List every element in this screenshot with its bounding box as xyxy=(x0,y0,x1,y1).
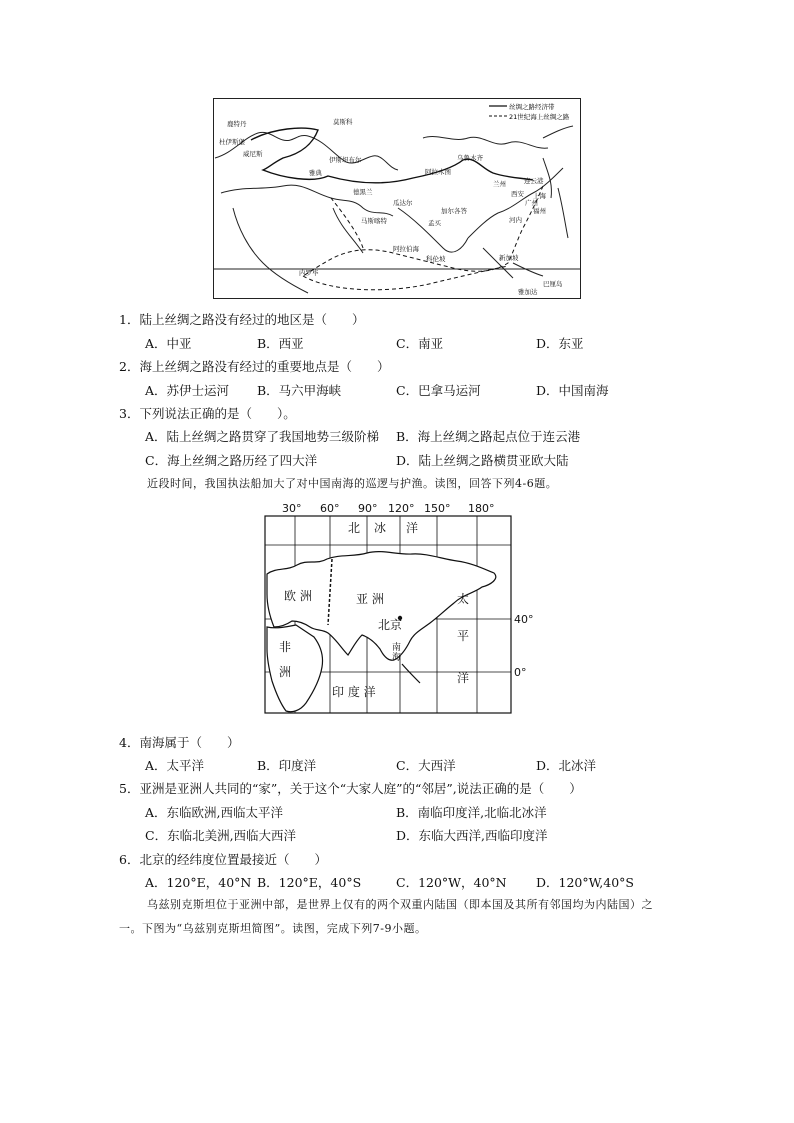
lon-180: 180° xyxy=(468,502,495,515)
label-fuzhou: 福州 xyxy=(533,207,546,215)
q5-option-c[interactable]: C．东临北美洲,西临大西洋 xyxy=(145,828,297,843)
lat-40: 40° xyxy=(514,613,534,626)
q6-option-d[interactable]: D．120°W,40°S xyxy=(536,875,634,890)
label-moscow: 莫斯科 xyxy=(333,118,353,126)
question-2: 2．海上丝绸之路没有经过的重要地点是（ ） xyxy=(119,359,390,374)
q1-option-c[interactable]: C．南亚 xyxy=(396,336,444,351)
lon-120: 120° xyxy=(388,502,415,515)
q2-option-b[interactable]: B．马六甲海峡 xyxy=(257,383,342,398)
intro-questions-4-6: 近段时间，我国执法船加大了对中国南海的巡逻与护渔。读图，回答下列4-6题。 xyxy=(147,477,558,490)
label-arctic-3: 洋 xyxy=(406,521,419,535)
lon-150: 150° xyxy=(424,502,451,515)
label-guangzhou: 广州 xyxy=(525,199,538,207)
q6-option-c[interactable]: C．120°W，40°N xyxy=(396,875,507,890)
label-almaty: 阿拉木图 xyxy=(425,168,451,176)
label-africa-2: 洲 xyxy=(279,665,292,679)
label-europe: 欧 洲 xyxy=(284,589,312,603)
q3-option-d[interactable]: D．陆上丝绸之路横贯亚欧大陆 xyxy=(396,453,569,468)
label-rotterdam: 鹿特丹 xyxy=(227,120,247,128)
label-duisburg: 杜伊斯堡 xyxy=(219,138,245,146)
q3-option-b[interactable]: B．海上丝绸之路起点位于连云港 xyxy=(396,429,581,444)
label-singapore: 新加坡 xyxy=(499,254,519,262)
label-indian-ocean: 印 度 洋 xyxy=(332,685,376,699)
label-kolkata: 加尔各答 xyxy=(441,207,467,215)
label-hanoi: 河内 xyxy=(509,216,522,224)
label-xian: 西安 xyxy=(511,190,524,198)
label-pacific-3: 洋 xyxy=(457,671,470,685)
q1-option-b[interactable]: B．西亚 xyxy=(257,336,304,351)
q6-option-a[interactable]: A．120°E，40°N xyxy=(145,875,252,890)
q5-option-d[interactable]: D．东临大西洋,西临印度洋 xyxy=(396,828,548,843)
label-pacific-1: 太 xyxy=(457,592,470,606)
label-south-sea-2: 海 xyxy=(392,653,402,663)
label-urumqi: 乌鲁木齐 xyxy=(457,154,483,162)
question-4: 4．南海属于（ ） xyxy=(119,735,240,750)
q2-option-c[interactable]: C．巴拿马运河 xyxy=(396,383,481,398)
label-nairobi: 内罗毕 xyxy=(299,269,319,277)
q4-option-c[interactable]: C．大西洋 xyxy=(396,758,456,773)
label-arabian-sea: 阿拉伯海 xyxy=(393,245,419,253)
lon-60: 60° xyxy=(320,502,340,515)
question-1: 1．陆上丝绸之路没有经过的地区是（ ） xyxy=(119,312,365,327)
q4-option-b[interactable]: B．印度洋 xyxy=(257,758,317,773)
question-6: 6．北京的经纬度位置最接近（ ） xyxy=(119,852,327,867)
label-gwadar: 瓜达尔 xyxy=(393,199,413,207)
q5-option-b[interactable]: B．南临印度洋,北临北冰洋 xyxy=(396,805,547,820)
label-istanbul: 伊斯坦布尔 xyxy=(329,156,362,164)
label-lianyungang: 连云港 xyxy=(524,177,544,185)
label-mumbai: 孟买 xyxy=(428,219,441,227)
lon-90: 90° xyxy=(358,502,378,515)
q4-option-a[interactable]: A．太平洋 xyxy=(145,758,205,773)
question-5: 5．亚洲是亚洲人共同的“家”，关于这个“大家人庭”的“邻居”,说法正确的是（ ） xyxy=(119,781,582,796)
label-tehran: 德黑兰 xyxy=(353,188,373,196)
label-lanzhou: 兰州 xyxy=(493,180,506,188)
label-colombo: 科伦坡 xyxy=(426,255,446,263)
q2-option-a[interactable]: A．苏伊士运河 xyxy=(145,383,230,398)
q1-option-d[interactable]: D．东亚 xyxy=(536,336,584,351)
label-athens: 雅典 xyxy=(309,169,322,177)
legend-land-route: 丝绸之路经济带 xyxy=(509,103,555,111)
label-venice: 威尼斯 xyxy=(243,150,263,158)
q3-option-a[interactable]: A．陆上丝绸之路贯穿了我国地势三级阶梯 xyxy=(145,429,380,444)
label-muscat: 马斯喀特 xyxy=(361,217,387,225)
q5-option-a[interactable]: A．东临欧洲,西临太平洋 xyxy=(145,805,284,820)
asia-grid-map xyxy=(262,499,552,717)
q1-option-a[interactable]: A．中亚 xyxy=(145,336,192,351)
question-3: 3．下列说法正确的是（ ）。 xyxy=(119,406,296,421)
label-asia: 亚 洲 xyxy=(356,592,384,606)
q6-option-b[interactable]: B．120°E，40°S xyxy=(257,875,362,890)
label-arctic-1: 北 xyxy=(348,521,361,535)
lat-0: 0° xyxy=(514,666,527,679)
label-beijing: 北京 xyxy=(378,618,403,632)
lon-30: 30° xyxy=(282,502,302,515)
intro-questions-7-9-line2: 一。下图为“乌兹别克斯坦简图”。读图，完成下列7-9小题。 xyxy=(119,922,427,935)
label-pacific-2: 平 xyxy=(457,629,470,643)
silk-road-map xyxy=(213,98,581,299)
label-shanghai: 上海 xyxy=(533,192,546,200)
label-south-sea-1: 南 xyxy=(392,643,402,653)
label-jakarta: 雅加达 xyxy=(518,288,538,296)
q3-option-c[interactable]: C．海上丝绸之路历经了四大洋 xyxy=(145,453,318,468)
q4-option-d[interactable]: D．北冰洋 xyxy=(536,758,597,773)
legend-sea-route: 21世纪海上丝绸之路 xyxy=(509,113,570,121)
label-africa-1: 非 xyxy=(279,640,292,654)
label-arctic-2: 冰 xyxy=(374,521,387,535)
q2-option-d[interactable]: D．中国南海 xyxy=(536,383,609,398)
label-bali: 巴厘岛 xyxy=(543,280,563,288)
intro-questions-7-9-line1: 乌兹别克斯坦位于亚洲中部，是世界上仅有的两个双重内陆国（即本国及其所有邻国均为内陆国）之 xyxy=(147,898,653,911)
